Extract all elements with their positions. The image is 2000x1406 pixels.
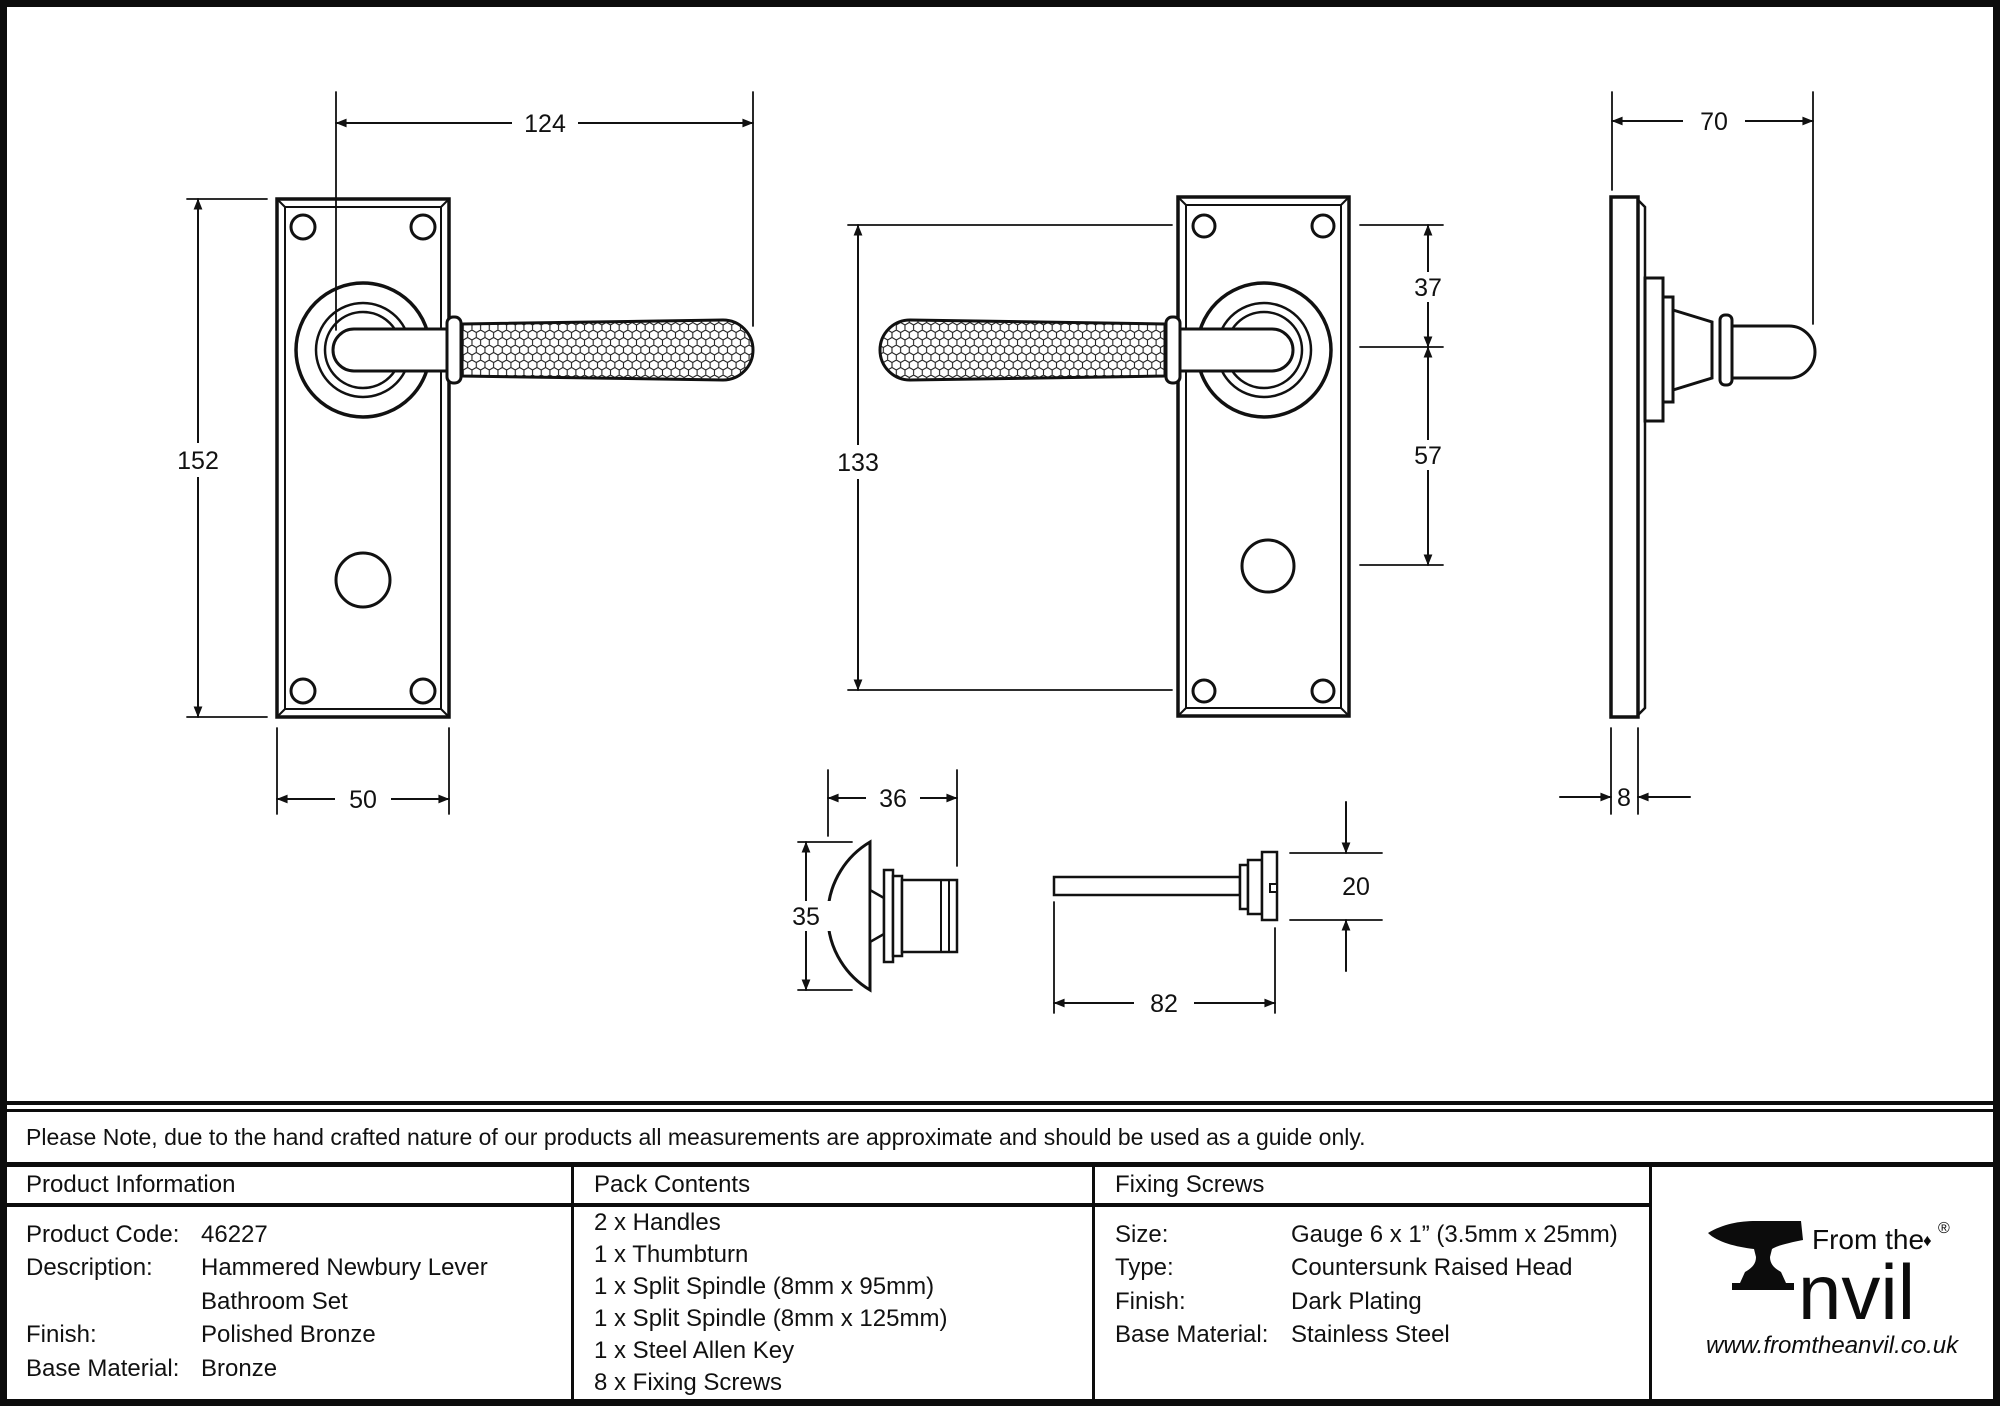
row-value: 46227: [201, 1220, 268, 1248]
backplate: [277, 199, 449, 717]
lever-grip-hammered: [880, 320, 1165, 380]
lever-collar-profile: [1720, 315, 1732, 385]
table-row: [26, 1218, 590, 1252]
row-value: Dark Plating: [1291, 1287, 1422, 1315]
dim-label-57: 57: [1414, 442, 1442, 470]
dimension-spindle-length: [1054, 902, 1275, 1019]
release-screw-slot: [1270, 884, 1277, 892]
dim-label-82: 82: [1150, 990, 1178, 1018]
row-value: Polished Bronze: [201, 1321, 376, 1349]
lever-collar: [447, 317, 461, 383]
brand-website: www.fromtheanvil.co.uk: [1706, 1332, 1959, 1359]
lever-grip-profile: [1732, 326, 1815, 378]
thumbturn-dome: [828, 842, 870, 990]
backplate: [1178, 197, 1349, 716]
dim-label-133: 133: [837, 449, 879, 477]
thumbturn-knob-part: [828, 842, 957, 990]
dimension-top-to-spindle: [1360, 225, 1453, 347]
dimension-thumbturn-width: [828, 770, 957, 866]
table-row: [1115, 1218, 1669, 1252]
dimension-plate-thickness: [1560, 728, 1690, 814]
lever-neck: [1180, 329, 1293, 371]
row-label: Finish:: [1115, 1287, 1186, 1315]
thumbturn-stem: [870, 890, 884, 942]
fixing-screws-cell: [1095, 1207, 1669, 1399]
rose-profile: [1645, 278, 1663, 421]
row-label: Base Material:: [1115, 1321, 1269, 1349]
dim-label-50: 50: [349, 786, 377, 814]
row-value: Gauge 6 x 1” (3.5mm x 25mm): [1291, 1220, 1618, 1248]
dim-label-70: 70: [1700, 108, 1728, 136]
row-value: Countersunk Raised Head: [1291, 1254, 1573, 1282]
table-row: [1115, 1319, 1669, 1353]
dim-label-37: 37: [1414, 274, 1442, 302]
list-item: 8 x Fixing Screws: [594, 1369, 783, 1396]
drawing-bottom-rule: [7, 1101, 1993, 1105]
table-row: [26, 1319, 590, 1353]
dimension-projection: [1612, 92, 1813, 324]
table-row: [26, 1252, 590, 1286]
spindle-rod: [1054, 877, 1240, 895]
list-item: 1 x Steel Allen Key: [594, 1337, 795, 1364]
thumbturn-flange: [884, 870, 893, 962]
registered-mark: ®: [1938, 1220, 1950, 1237]
brand-diamond: ♦: [1923, 1231, 1932, 1250]
row-label: Finish:: [26, 1321, 97, 1349]
header-product-information: Product Information: [26, 1171, 236, 1198]
dim-label-124: 124: [524, 110, 566, 138]
front-view-lever-left: [880, 197, 1349, 716]
row-value: Bathroom Set: [201, 1287, 348, 1315]
screw-hole: [1193, 215, 1215, 237]
row-value: Hammered Newbury Lever: [201, 1254, 488, 1282]
list-item: 2 x Handles: [594, 1209, 721, 1236]
list-item: 1 x Thumbturn: [594, 1241, 749, 1268]
screw-hole: [411, 679, 435, 703]
brand-name: nvil: [1798, 1248, 1916, 1336]
spindle-part: [1054, 852, 1277, 920]
side-profile-view: [1611, 197, 1815, 717]
screw-hole: [291, 215, 315, 239]
row-label: Size:: [1115, 1220, 1169, 1248]
product-information-cell: [7, 1207, 590, 1399]
front-view-lever-right: [277, 199, 753, 717]
dim-label-152: 152: [177, 447, 219, 475]
dim-label-8: 8: [1617, 784, 1631, 812]
row-label: Product Code:: [26, 1220, 180, 1248]
thumbturn-hole: [336, 553, 390, 607]
lever-neck-profile: [1673, 310, 1712, 390]
brand-prefix: From the: [1812, 1224, 1925, 1255]
table-row: [1115, 1252, 1669, 1286]
row-label: Description:: [26, 1254, 153, 1282]
row-value: Stainless Steel: [1291, 1321, 1450, 1349]
dimension-spindle-to-thumbturn: [1360, 347, 1453, 565]
table-row: [1115, 1285, 1669, 1319]
table-row: [26, 1285, 590, 1319]
dim-label-36: 36: [879, 785, 907, 813]
table-row: [26, 1352, 590, 1386]
lever-collar: [1166, 317, 1180, 383]
dimension-release-height: [1290, 802, 1382, 971]
anvil-logo-icon: [1708, 1221, 1803, 1290]
brand-logo-cell: [1652, 1167, 1993, 1399]
screw-hole: [1312, 680, 1334, 702]
dim-label-35: 35: [792, 903, 820, 931]
from-the-anvil-logo: [1652, 1167, 1993, 1399]
dimension-fixing-centres: [828, 225, 1172, 690]
thumbturn-hole: [1242, 540, 1294, 592]
header-fixing-screws: Fixing Screws: [1115, 1171, 1265, 1198]
lever-grip-hammered: [462, 320, 753, 380]
pack-contents-cell: [574, 1207, 1112, 1399]
dim-label-20: 20: [1342, 873, 1370, 901]
measurement-note: [7, 1112, 1993, 1162]
lever-neck: [333, 329, 447, 371]
row-label: Base Material:: [26, 1354, 180, 1382]
dimension-plate-height: [168, 199, 267, 717]
row-label: Type:: [1115, 1254, 1174, 1282]
dimension-plate-width: [277, 728, 449, 815]
note-text: Please Note, due to the hand crafted nature of our products all measurements are approximate and should be used as a guide only.: [26, 1123, 1366, 1150]
list-item: 1 x Split Spindle (8mm x 125mm): [594, 1305, 948, 1332]
backplate-edge: [1611, 197, 1638, 717]
list-item: 1 x Split Spindle (8mm x 95mm): [594, 1273, 935, 1300]
header-pack-contents: Pack Contents: [594, 1171, 751, 1198]
screw-hole: [1193, 680, 1215, 702]
release-flange: [1248, 860, 1262, 914]
screw-hole: [291, 679, 315, 703]
thumbturn-flange: [893, 876, 902, 956]
row-value: Bronze: [201, 1354, 278, 1382]
screw-hole: [1312, 215, 1334, 237]
screw-hole: [411, 215, 435, 239]
